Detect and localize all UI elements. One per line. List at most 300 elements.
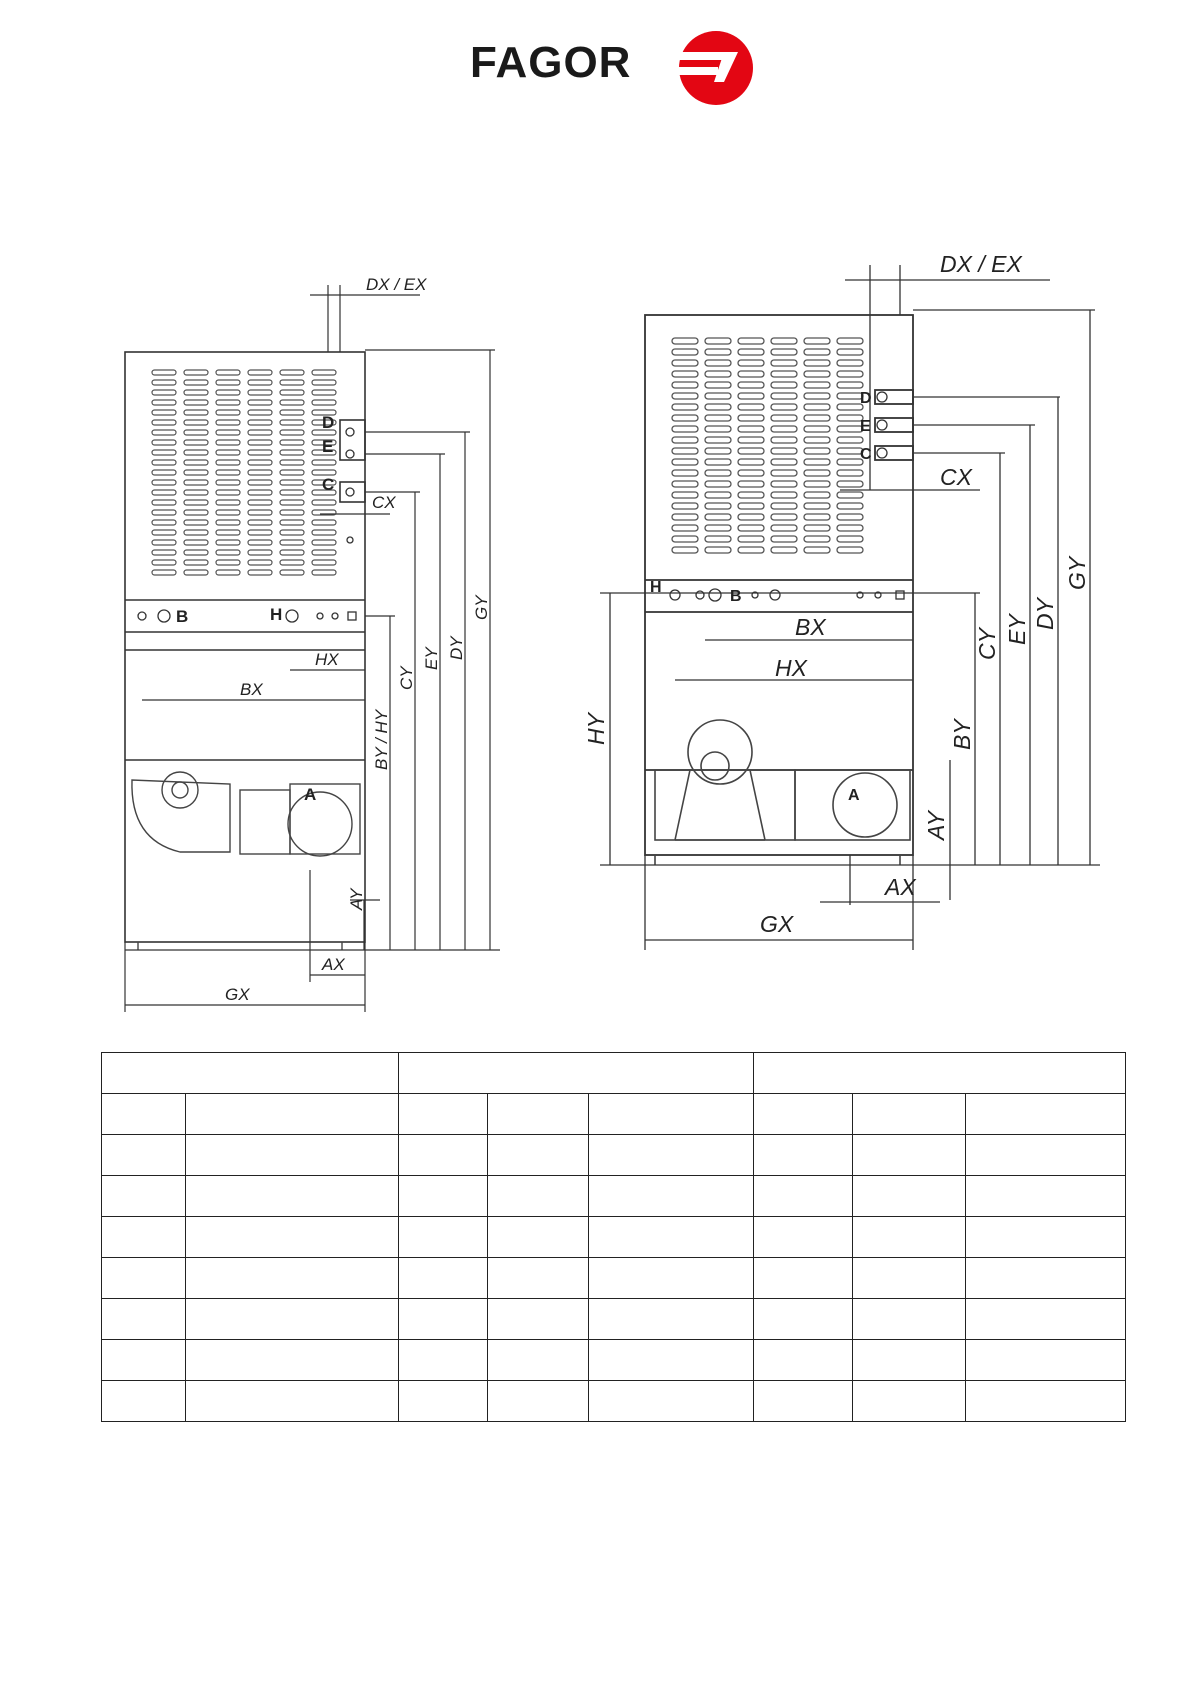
louver-slot [184, 370, 208, 375]
louver-slot [184, 500, 208, 505]
table-cell [853, 1176, 966, 1217]
louver-slot [837, 437, 863, 443]
left-dimension-labels [225, 275, 491, 1004]
louver-slot [738, 404, 764, 410]
table-cell [589, 1094, 754, 1135]
louver-slot [152, 470, 176, 475]
louver-slot [248, 380, 272, 385]
table-cell [966, 1381, 1126, 1422]
table-cell [754, 1135, 853, 1176]
table-row [102, 1135, 1126, 1176]
table-cell [754, 1094, 853, 1135]
louver-slot [804, 536, 830, 542]
louver-slot [672, 415, 698, 421]
table-row [102, 1217, 1126, 1258]
louver-slot [216, 440, 240, 445]
louver-slot [216, 550, 240, 555]
louver-slot [152, 560, 176, 565]
table-cell [102, 1217, 186, 1258]
louver-slot [672, 404, 698, 410]
conn-c: C [860, 446, 872, 463]
table-cell [186, 1176, 399, 1217]
table-cell [488, 1258, 589, 1299]
conn-e: E [322, 437, 334, 456]
louver-slot [804, 547, 830, 553]
label-cx: CX [940, 464, 972, 490]
louver-slot [804, 382, 830, 388]
louver-slot [771, 547, 797, 553]
louver-slot [705, 514, 731, 520]
label-gx: GX [760, 911, 794, 937]
right-louver-grille [672, 338, 863, 553]
louver-slot [248, 510, 272, 515]
louver-slot [837, 503, 863, 509]
louver-slot [804, 426, 830, 432]
louver-slot [312, 460, 336, 465]
table-cell [102, 1176, 186, 1217]
left-fan-section [132, 772, 360, 950]
louver-slot [837, 382, 863, 388]
table-cell [488, 1135, 589, 1176]
louver-slot [837, 525, 863, 531]
louver-slot [216, 410, 240, 415]
louver-slot [672, 426, 698, 432]
drawing-left [110, 270, 550, 1004]
table-cell [186, 1299, 399, 1340]
louver-slot [184, 480, 208, 485]
louver-slot [705, 459, 731, 465]
table-cell [853, 1381, 966, 1422]
louver-slot [152, 370, 176, 375]
louver-slot [216, 510, 240, 515]
table-cell [102, 1299, 186, 1340]
louver-slot [804, 404, 830, 410]
louver-slot [705, 525, 731, 531]
louver-slot [184, 450, 208, 455]
table-cell [966, 1176, 1126, 1217]
louver-slot [152, 430, 176, 435]
table-cell [589, 1217, 754, 1258]
louver-slot [184, 390, 208, 395]
table-cell [589, 1340, 754, 1381]
left-connection-labels [176, 413, 334, 804]
louver-slot [672, 382, 698, 388]
louver-slot [738, 525, 764, 531]
conn-a: A [304, 785, 317, 804]
louver-slot [771, 426, 797, 432]
louver-slot [804, 393, 830, 399]
louver-slot [705, 349, 731, 355]
louver-slot [771, 415, 797, 421]
louver-slot [248, 570, 272, 575]
table-cell [966, 1135, 1126, 1176]
louver-slot [312, 390, 336, 395]
louver-slot [705, 338, 731, 344]
label-ay: AY [923, 811, 949, 840]
label-by-hy: BY / HY [372, 709, 391, 770]
table-cell [589, 1381, 754, 1422]
louver-slot [152, 530, 176, 535]
louver-slot [280, 410, 304, 415]
label-dy: DY [447, 636, 466, 660]
louver-slot [216, 500, 240, 505]
louver-slot [837, 338, 863, 344]
louver-slot [184, 530, 208, 535]
louver-slot [152, 570, 176, 575]
louver-slot [152, 540, 176, 545]
louver-slot [705, 393, 731, 399]
louver-slot [248, 370, 272, 375]
louver-slot [280, 500, 304, 505]
label-ey: EY [422, 647, 441, 670]
louver-slot [672, 525, 698, 531]
louver-slot [837, 536, 863, 542]
table-cell [102, 1340, 186, 1381]
louver-slot [280, 430, 304, 435]
louver-slot [804, 492, 830, 498]
louver-slot [738, 481, 764, 487]
louver-slot [804, 437, 830, 443]
table-cell [186, 1340, 399, 1381]
louver-slot [771, 525, 797, 531]
label-dx-ex: DX / EX [366, 275, 427, 294]
table-cell [102, 1053, 399, 1094]
louver-slot [312, 560, 336, 565]
louver-slot [672, 349, 698, 355]
conn-h: H [650, 579, 662, 596]
table-cell [399, 1094, 488, 1135]
louver-slot [280, 420, 304, 425]
louver-slot [152, 380, 176, 385]
table-cell [488, 1094, 589, 1135]
table-cell [589, 1176, 754, 1217]
louver-slot [672, 338, 698, 344]
louver-slot [771, 492, 797, 498]
louver-slot [771, 404, 797, 410]
louver-slot [216, 540, 240, 545]
label-by: BY [949, 719, 975, 750]
conn-a: A [848, 787, 860, 804]
louver-slot [152, 420, 176, 425]
louver-slot [248, 540, 272, 545]
louver-slot [804, 481, 830, 487]
louver-slot [280, 550, 304, 555]
label-cy: CY [974, 628, 1000, 660]
louver-slot [771, 437, 797, 443]
label-ax: AX [322, 955, 345, 974]
louver-slot [672, 470, 698, 476]
louver-slot [672, 360, 698, 366]
louver-slot [837, 514, 863, 520]
label-hy: HY [583, 713, 609, 745]
louver-slot [248, 400, 272, 405]
table-cell [186, 1135, 399, 1176]
louver-slot [216, 490, 240, 495]
spec-table [101, 1052, 1126, 1422]
right-fan-section [655, 720, 910, 865]
louver-slot [248, 420, 272, 425]
louver-slot [705, 437, 731, 443]
louver-slot [804, 338, 830, 344]
louver-slot [705, 415, 731, 421]
louver-slot [738, 492, 764, 498]
louver-slot [216, 520, 240, 525]
louver-slot [248, 410, 272, 415]
table-cell [853, 1299, 966, 1340]
table-cell [853, 1094, 966, 1135]
left-louver-grille [152, 370, 336, 575]
table-cell [754, 1053, 1126, 1094]
louver-slot [184, 400, 208, 405]
louver-slot [280, 480, 304, 485]
table-cell [399, 1217, 488, 1258]
louver-slot [837, 481, 863, 487]
louver-slot [672, 448, 698, 454]
label-gx: GX [225, 985, 250, 1004]
table-row [102, 1340, 1126, 1381]
label-ey: EY [1004, 614, 1030, 645]
louver-slot [705, 503, 731, 509]
louver-slot [152, 460, 176, 465]
louver-slot [216, 370, 240, 375]
conn-e: E [860, 418, 871, 435]
louver-slot [771, 393, 797, 399]
table-cell [488, 1299, 589, 1340]
louver-slot [705, 404, 731, 410]
louver-slot [738, 503, 764, 509]
louver-slot [804, 349, 830, 355]
louver-slot [184, 430, 208, 435]
table-cell [754, 1340, 853, 1381]
louver-slot [152, 520, 176, 525]
louver-slot [705, 547, 731, 553]
table-row [102, 1176, 1126, 1217]
louver-slot [312, 530, 336, 535]
louver-slot [248, 490, 272, 495]
louver-slot [705, 492, 731, 498]
louver-slot [738, 470, 764, 476]
table-cell [186, 1094, 399, 1135]
louver-slot [771, 470, 797, 476]
table-row [102, 1299, 1126, 1340]
table-cell [399, 1381, 488, 1422]
table-cell [589, 1258, 754, 1299]
louver-slot [216, 470, 240, 475]
table-cell [186, 1381, 399, 1422]
louver-slot [216, 390, 240, 395]
label-dx-ex: DX / EX [940, 251, 1022, 277]
louver-slot [280, 370, 304, 375]
louver-slot [152, 390, 176, 395]
louver-slot [280, 440, 304, 445]
louver-slot [312, 400, 336, 405]
louver-slot [804, 503, 830, 509]
louver-slot [216, 570, 240, 575]
table-cell [966, 1258, 1126, 1299]
louver-slot [672, 492, 698, 498]
louver-slot [738, 338, 764, 344]
conn-d: D [322, 413, 335, 432]
table-cell [488, 1381, 589, 1422]
louver-slot [248, 440, 272, 445]
louver-slot [804, 360, 830, 366]
louver-slot [771, 338, 797, 344]
table-cell [966, 1217, 1126, 1258]
louver-slot [312, 540, 336, 545]
louver-slot [280, 470, 304, 475]
louver-slot [672, 547, 698, 553]
louver-slot [280, 510, 304, 515]
louver-slot [248, 560, 272, 565]
louver-slot [771, 360, 797, 366]
louver-slot [837, 371, 863, 377]
louver-slot [184, 510, 208, 515]
table-cell [488, 1340, 589, 1381]
table-cell [399, 1258, 488, 1299]
louver-slot [738, 547, 764, 553]
louver-slot [248, 520, 272, 525]
table-cell [102, 1094, 186, 1135]
louver-slot [705, 371, 731, 377]
louver-slot [804, 514, 830, 520]
louver-slot [152, 450, 176, 455]
louver-slot [184, 410, 208, 415]
table-cell [754, 1217, 853, 1258]
table-cell [754, 1299, 853, 1340]
louver-slot [280, 460, 304, 465]
table-row [102, 1094, 1126, 1135]
louver-slot [804, 371, 830, 377]
louver-slot [771, 459, 797, 465]
label-hx: HX [775, 655, 807, 681]
table-row [102, 1381, 1126, 1422]
table-cell [399, 1053, 754, 1094]
louver-slot [280, 400, 304, 405]
drawing-right [580, 240, 1120, 940]
louver-slot [804, 470, 830, 476]
table-cell [102, 1258, 186, 1299]
louver-slot [280, 520, 304, 525]
table-cell [399, 1135, 488, 1176]
louver-slot [248, 430, 272, 435]
louver-slot [672, 459, 698, 465]
louver-slot [216, 480, 240, 485]
conn-h: H [270, 605, 283, 624]
louver-slot [312, 380, 336, 385]
louver-slot [216, 430, 240, 435]
table-cell [399, 1299, 488, 1340]
louver-slot [738, 514, 764, 520]
louver-slot [184, 470, 208, 475]
louver-slot [837, 470, 863, 476]
louver-slot [248, 530, 272, 535]
louver-slot [738, 459, 764, 465]
louver-slot [672, 503, 698, 509]
louver-slot [738, 360, 764, 366]
louver-slot [738, 448, 764, 454]
louver-slot [248, 470, 272, 475]
louver-slot [280, 380, 304, 385]
louver-slot [216, 380, 240, 385]
louver-slot [216, 450, 240, 455]
table-cell [853, 1340, 966, 1381]
louver-slot [771, 349, 797, 355]
louver-slot [837, 492, 863, 498]
louver-slot [705, 360, 731, 366]
louver-slot [837, 360, 863, 366]
louver-slot [248, 500, 272, 505]
table-cell [853, 1258, 966, 1299]
louver-slot [738, 536, 764, 542]
louver-slot [738, 415, 764, 421]
label-ay: AY [347, 888, 366, 910]
louver-slot [672, 371, 698, 377]
louver-slot [738, 393, 764, 399]
louver-slot [184, 520, 208, 525]
table-cell [966, 1299, 1126, 1340]
louver-slot [152, 400, 176, 405]
louver-slot [152, 440, 176, 445]
louver-slot [672, 393, 698, 399]
louver-slot [804, 448, 830, 454]
louver-slot [184, 420, 208, 425]
fagor-logo-icon [678, 30, 754, 106]
louver-slot [312, 550, 336, 555]
table-cell [754, 1176, 853, 1217]
conn-d: D [860, 390, 872, 407]
louver-slot [280, 450, 304, 455]
right-connection-labels [650, 390, 872, 804]
table-cell [488, 1176, 589, 1217]
louver-slot [152, 500, 176, 505]
louver-slot [216, 400, 240, 405]
louver-slot [705, 536, 731, 542]
louver-slot [280, 530, 304, 535]
louver-slot [248, 550, 272, 555]
table-cell [853, 1135, 966, 1176]
table-cell [966, 1094, 1126, 1135]
table-cell [589, 1299, 754, 1340]
louver-slot [738, 349, 764, 355]
table-cell [488, 1217, 589, 1258]
louver-slot [738, 371, 764, 377]
louver-slot [672, 536, 698, 542]
louver-slot [837, 349, 863, 355]
louver-slot [184, 490, 208, 495]
label-gy: GY [1064, 556, 1090, 590]
louver-slot [705, 448, 731, 454]
table-row [102, 1258, 1126, 1299]
louver-slot [771, 371, 797, 377]
conn-b: B [730, 588, 742, 605]
louver-slot [152, 480, 176, 485]
louver-slot [184, 460, 208, 465]
table-cell [102, 1381, 186, 1422]
louver-slot [184, 380, 208, 385]
louver-slot [804, 525, 830, 531]
louver-slot [184, 550, 208, 555]
louver-slot [705, 481, 731, 487]
louver-slot [152, 410, 176, 415]
conn-c: C [322, 475, 335, 494]
louver-slot [672, 514, 698, 520]
louver-slot [771, 481, 797, 487]
page-header [0, 0, 1192, 130]
right-dimension-lines [600, 265, 1100, 950]
table-cell [399, 1176, 488, 1217]
louver-slot [771, 448, 797, 454]
louver-slot [312, 520, 336, 525]
